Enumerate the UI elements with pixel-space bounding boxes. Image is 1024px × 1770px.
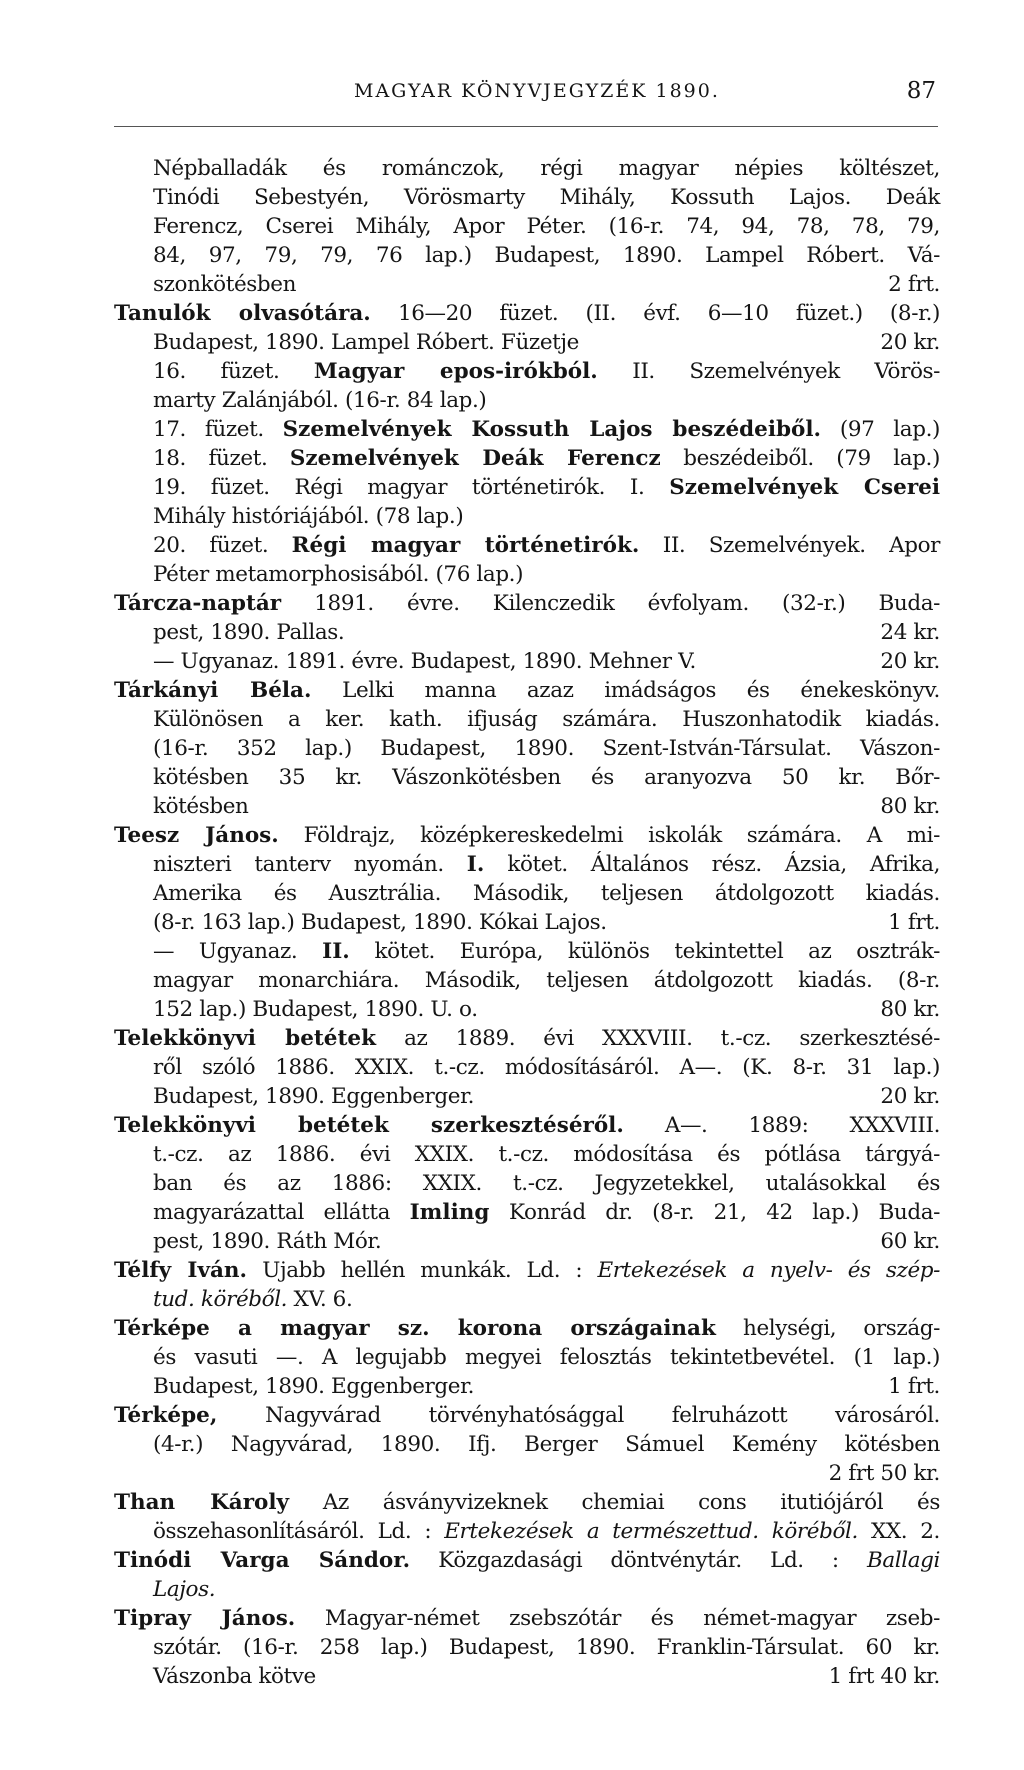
entry-text: 152 lap.) Budapest, 1890. U. o. xyxy=(153,997,478,1022)
entry-line xyxy=(114,1285,940,1314)
catalogue-entry xyxy=(114,676,940,821)
entry-line xyxy=(114,1604,940,1633)
entry-text: kötésben xyxy=(153,794,249,819)
entry-text: 18. füzet. xyxy=(153,446,290,471)
running-title: MAGYAR KÖNYVJEGYZÉK 1890. xyxy=(354,80,720,102)
entry-line xyxy=(114,1517,940,1546)
catalogue-entry xyxy=(114,299,940,589)
entry-reference: Ballagi xyxy=(866,1548,941,1573)
entry-line xyxy=(114,1256,940,1285)
entry-price: 20 kr. xyxy=(880,1084,940,1109)
entry-text: Budapest, 1890. Eggenberger. xyxy=(153,1374,475,1399)
entry-text: (8-r. 163 lap.) Budapest, 1890. Kókai Lajos. xyxy=(153,910,607,935)
entry-text: Az ásványvizeknek chemiai cons itutiójáról és xyxy=(289,1490,940,1515)
entry-line xyxy=(114,1053,940,1082)
entry-line xyxy=(114,1430,940,1459)
entry-text: 1891. évre. Kilenczedik évfolyam. (32-r.) Buda- xyxy=(281,591,940,616)
entry-line xyxy=(114,1633,940,1662)
entry-line xyxy=(114,212,940,241)
entry-text: Budapest, 1890. Eggenberger. xyxy=(153,1084,475,1109)
entry-text: Nagyvárad törvényhatósággal felruházott városáról. xyxy=(217,1403,940,1428)
entry-text: pest, 1890. Ráth Mór. xyxy=(153,1229,382,1254)
entry-line xyxy=(114,763,940,792)
entry-heading: I. xyxy=(466,852,485,877)
catalogue-entry xyxy=(114,1111,940,1256)
entry-heading: II. xyxy=(322,939,350,964)
entry-line xyxy=(114,531,940,560)
entry-text: Ujabb hellén munkák. Ld. : xyxy=(247,1258,598,1283)
entry-text: ban és az 1886: XXIX. t.-cz. Jegyzetekkel, utalásokkal és xyxy=(153,1171,940,1196)
entry-text: Lelki manna azaz imádságos és énekeskönyv. xyxy=(311,678,940,703)
entry-line xyxy=(114,1227,940,1256)
entry-text: összehasonlításáról. Ld. : xyxy=(153,1519,445,1544)
entry-line xyxy=(114,589,940,618)
entry-line xyxy=(114,879,940,908)
entry-heading: Szemelvények Kossuth Lajos beszédeiből. xyxy=(282,417,822,442)
entry-text: 20. füzet. xyxy=(153,533,292,558)
entry-line xyxy=(114,1140,940,1169)
entry-reference: Ertekezések a nyelv- és szép- xyxy=(597,1258,940,1283)
catalogue-entries xyxy=(114,154,940,1691)
entry-line xyxy=(114,328,940,357)
entry-text: kötésben 35 kr. Vászonkötésben és aranyozva 50 kr. Bőr- xyxy=(153,765,940,790)
catalogue-entry xyxy=(114,1401,940,1488)
entry-line xyxy=(114,618,940,647)
entry-line xyxy=(114,502,940,531)
entry-text: niszteri tanterv nyomán. xyxy=(153,852,467,877)
entry-text: (97 lap.) xyxy=(821,417,940,442)
entry-line xyxy=(114,299,940,328)
entry-text: Közgazdasági döntvénytár. Ld. : xyxy=(410,1548,867,1573)
entry-text: marty Zalánjából. (16-r. 84 lap.) xyxy=(153,388,487,413)
entry-line xyxy=(114,1488,940,1517)
entry-heading: Szemelvények Cserei xyxy=(669,475,941,500)
entry-heading: Teesz János. xyxy=(114,823,279,848)
entry-text: II. Szemelvények. Apor xyxy=(639,533,940,558)
entry-line xyxy=(114,1343,940,1372)
entry-text: A—. 1889: XXXVIII. xyxy=(623,1113,940,1138)
entry-text: Budapest, 1890. Lampel Róbert. Füzetje xyxy=(153,330,579,355)
page-number: 87 xyxy=(906,78,936,104)
entry-price: 20 kr. xyxy=(880,649,940,674)
entry-text: Vászonba kötve xyxy=(153,1664,316,1689)
entry-text: XV. 6. xyxy=(287,1287,353,1312)
entry-text: 2 frt 50 kr. xyxy=(828,1461,940,1486)
entry-text: magyarázattal ellátta xyxy=(153,1200,410,1225)
entry-text: Ferencz, Cserei Mihály, Apor Péter. (16-r. 74, 94, 78, 78, 79, xyxy=(153,214,940,239)
catalogue-entry xyxy=(114,1604,940,1691)
entry-text: szótár. (16-r. 258 lap.) Budapest, 1890. Franklin-Társulat. 60 kr. xyxy=(153,1635,940,1660)
entry-line xyxy=(114,1401,940,1430)
entry-text: helységi, ország- xyxy=(715,1316,940,1341)
catalogue-entry xyxy=(114,1488,940,1546)
entry-line xyxy=(114,937,940,966)
entry-line xyxy=(114,1082,940,1111)
entry-line xyxy=(114,415,940,444)
entry-heading: Telekkönyvi betétek szerkesztéséről. xyxy=(114,1113,624,1138)
entry-text: Földrajz, középkereskedelmi iskolák számára. A mi- xyxy=(278,823,940,848)
entry-text: beszédeiből. (79 lap.) xyxy=(660,446,940,471)
entry-line xyxy=(114,357,940,386)
entry-line xyxy=(114,444,940,473)
entry-heading: Tipray János. xyxy=(114,1606,296,1631)
entry-reference: Ertekezések a természettud. köréből. xyxy=(444,1519,858,1544)
entry-reference: tud. köréből. xyxy=(153,1287,288,1312)
entry-heading: Tárcza-naptár xyxy=(114,591,282,616)
entry-text: Konrád dr. (8-r. 21, 42 lap.) Buda- xyxy=(489,1200,940,1225)
entry-text: Különösen a ker. kath. ifjuság számára. Huszonhatodik kiadás. xyxy=(153,707,940,732)
entry-line xyxy=(114,1459,940,1488)
entry-line xyxy=(114,705,940,734)
catalogue-entry xyxy=(114,1024,940,1111)
entry-text: kötet. Általános rész. Ázsia, Afrika, xyxy=(484,852,940,877)
entry-line xyxy=(114,560,940,589)
catalogue-entry xyxy=(114,1546,940,1604)
entry-text: t.-cz. az 1886. évi XXIX. t.-cz. módosítása és pótlása tárgyá- xyxy=(153,1142,940,1167)
entry-line xyxy=(114,473,940,502)
entry-text: Magyar-német zsebszótár és német-magyar zseb- xyxy=(295,1606,940,1631)
entry-line xyxy=(114,821,940,850)
catalogue-entry xyxy=(114,1256,940,1314)
entry-line xyxy=(114,183,940,212)
entry-text: (4-r.) Nagyvárad, 1890. Ifj. Berger Sámuel Kemény kötésben xyxy=(153,1432,940,1457)
entry-text: pest, 1890. Pallas. xyxy=(153,620,345,645)
entry-price: 1 frt. xyxy=(888,910,940,935)
entry-line xyxy=(114,792,940,821)
entry-line xyxy=(114,1169,940,1198)
entry-reference: Lajos. xyxy=(153,1577,216,1602)
running-header xyxy=(114,60,938,127)
entry-heading: Than Károly xyxy=(114,1490,290,1515)
entry-line xyxy=(114,734,940,763)
entry-heading: Tárkányi Béla. xyxy=(114,678,312,703)
entry-heading: Tanulók olvasótára. xyxy=(114,301,371,326)
entry-text: és vasuti —. A legujabb megyei felosztás tekintetbevétel. (1 lap.) xyxy=(153,1345,940,1370)
entry-price: 80 kr. xyxy=(880,794,940,819)
entry-line xyxy=(114,241,940,270)
entry-line xyxy=(114,647,940,676)
entry-line xyxy=(114,850,940,879)
entry-heading: Télfy Iván. xyxy=(114,1258,247,1283)
entry-text: (16-r. 352 lap.) Budapest, 1890. Szent-István-Társulat. Vászon- xyxy=(153,736,940,761)
entry-text: — Ugyanaz. xyxy=(153,939,323,964)
entry-price: 1 frt. xyxy=(888,1374,940,1399)
entry-line xyxy=(114,1662,940,1691)
entry-text: 16. füzet. xyxy=(153,359,314,384)
entry-text: ről szóló 1886. XXIX. t.-cz. módosításáról. A—. (K. 8-r. 31 lap.) xyxy=(153,1055,940,1080)
entry-line xyxy=(114,1546,940,1575)
entry-price: 60 kr. xyxy=(880,1229,940,1254)
catalogue-entry xyxy=(114,821,940,1024)
entry-text: szonkötésben xyxy=(153,272,297,297)
catalogue-entry xyxy=(114,1314,940,1401)
catalogue-entry xyxy=(114,589,940,676)
entry-line xyxy=(114,386,940,415)
entry-text: Amerika és Ausztrália. Második, teljesen átdolgozott kiadás. xyxy=(153,881,940,906)
entry-heading: Térképe a magyar sz. korona országainak xyxy=(114,1316,716,1341)
entry-price: 2 frt. xyxy=(888,272,940,297)
entry-text: 17. füzet. xyxy=(153,417,283,442)
entry-text: 16—20 füzet. (II. évf. 6—10 füzet.) (8-r.) xyxy=(370,301,941,326)
entry-line xyxy=(114,676,940,705)
entry-heading: Régi magyar történetirók. xyxy=(291,533,640,558)
entry-line xyxy=(114,1575,940,1604)
entry-text: XX. 2. xyxy=(857,1519,940,1544)
entry-text: kötet. Európa, különös tekintettel az osztrák- xyxy=(349,939,940,964)
entry-text: Mihály históriájából. (78 lap.) xyxy=(153,504,464,529)
entry-heading: Telekkönyvi betétek xyxy=(114,1026,376,1051)
entry-price: 20 kr. xyxy=(880,330,940,355)
entry-heading: Szemelvények Deák Ferencz xyxy=(289,446,661,471)
entry-text: 84, 97, 79, 79, 76 lap.) Budapest, 1890. Lampel Róbert. Vá- xyxy=(153,243,940,268)
entry-line xyxy=(114,1372,940,1401)
entry-line xyxy=(114,1314,940,1343)
entry-text: Tinódi Sebestyén, Vörösmarty Mihály, Kossuth Lajos. Deák xyxy=(153,185,940,210)
entry-line xyxy=(114,1111,940,1140)
entry-text: — Ugyanaz. 1891. évre. Budapest, 1890. Mehner V. xyxy=(153,649,696,674)
entry-text: Péter metamorphosisából. (76 lap.) xyxy=(153,562,524,587)
entry-line xyxy=(114,908,940,937)
catalogue-entry xyxy=(114,154,940,299)
entry-line xyxy=(114,995,940,1024)
entry-text: az 1889. évi XXXVIII. t.-cz. szerkesztésé- xyxy=(376,1026,940,1051)
entry-line xyxy=(114,1198,940,1227)
entry-text: II. Szemelvények Vörös- xyxy=(597,359,941,384)
entry-line xyxy=(114,154,940,183)
entry-text: magyar monarchiára. Második, teljesen átdolgozott kiadás. (8-r. xyxy=(153,968,940,993)
entry-line xyxy=(114,1024,940,1053)
entry-heading: Magyar epos-irókból. xyxy=(313,359,598,384)
entry-heading: Térképe, xyxy=(114,1403,218,1428)
entry-price: 24 kr. xyxy=(880,620,940,645)
entry-heading: Imling xyxy=(409,1200,490,1225)
entry-price: 80 kr. xyxy=(880,997,940,1022)
entry-line xyxy=(114,966,940,995)
entry-line xyxy=(114,270,940,299)
entry-text: Népballadák és románczok, régi magyar népies költészet, xyxy=(153,156,940,181)
entry-heading: Tinódi Varga Sándor. xyxy=(114,1548,411,1573)
entry-text: 19. füzet. Régi magyar történetirók. I. xyxy=(153,475,670,500)
entry-price: 1 frt 40 kr. xyxy=(828,1664,940,1689)
